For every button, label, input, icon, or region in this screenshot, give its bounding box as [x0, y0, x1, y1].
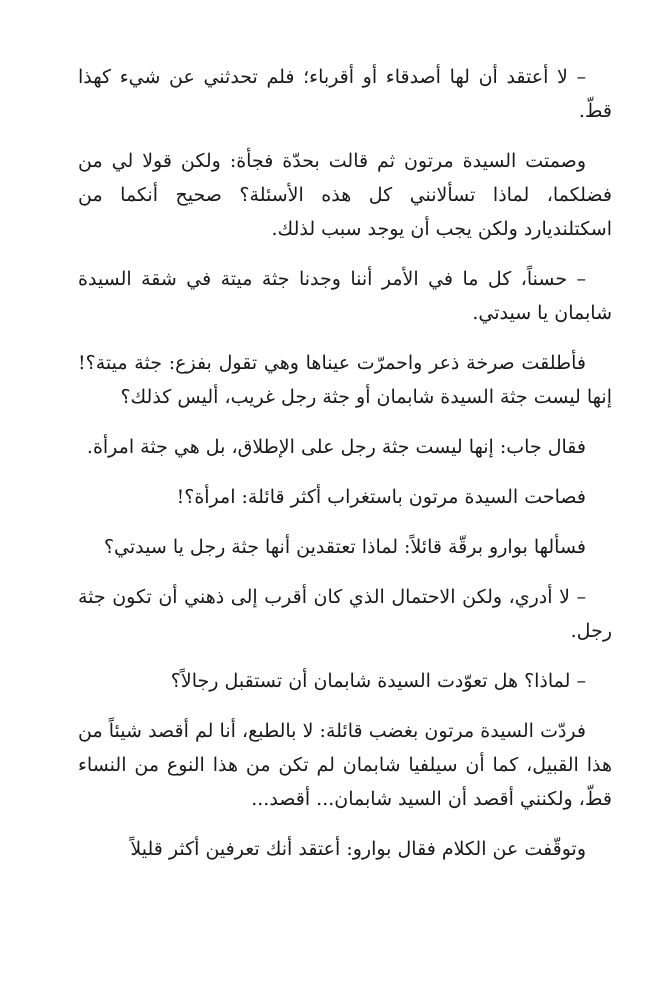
- paragraph-9: – لماذا؟ هل تعوّدت السيدة شابمان أن تستقبل رجالاً؟: [170, 670, 586, 692]
- book-page-text: [78, 60, 612, 882]
- paragraph-2: وصمتت السيدة مرتون ثم قالت بحدّة فجأة: ولكن قولا لي من فضلكما، لماذا تسألانني كل هذه الأسئلة؟ صحيح أنكما من اسكتلنديارد ولكن يجب أن يوجد سبب لذلك.: [78, 150, 612, 240]
- paragraph-1: – لا أعتقد أن لها أصدقاء أو أقرباء؛ فلم تحدثني عن شيء كهذا قطّ.: [78, 66, 612, 122]
- paragraph-8: – لا أدري، ولكن الاحتمال الذي كان أقرب إلى ذهني أن تكون جثة رجل.: [78, 586, 612, 642]
- paragraph-7: فسألها بوارو برقّة قائلاً: لماذا تعتقدين أنها جثة رجل يا سيدتي؟: [103, 536, 586, 558]
- paragraph-10: فردّت السيدة مرتون بغضب قائلة: لا بالطبع، أنا لم أقصد شيئاً من هذا القبيل، كما أن سيلفيا شابمان لم تكن من هذا النوع من النساء قطّ، ولكنني أقصد أن السيد شابمان... أقصد...: [78, 720, 612, 810]
- paragraph-11: وتوقّفت عن الكلام فقال بوارو: أعتقد أنك تعرفين أكثر قليلاً: [130, 838, 586, 860]
- paragraph-6: فصاحت السيدة مرتون باستغراب أكثر قائلة: امرأة؟!: [176, 486, 586, 508]
- paragraph-3: – حسناً، كل ما في الأمر أننا وجدنا جثة ميتة في شقة السيدة شابمان يا سيدتي.: [78, 268, 612, 324]
- paragraph-4: فأطلقت صرخة ذعر واحمرّت عيناها وهي تقول بفزع: جثة ميتة؟! إنها ليست جثة السيدة شابمان أو جثة رجل غريب، أليس كذلك؟: [78, 352, 612, 408]
- paragraph-5: فقال جاب: إنها ليست جثة رجل على الإطلاق، بل هي جثة امرأة.: [86, 436, 586, 458]
